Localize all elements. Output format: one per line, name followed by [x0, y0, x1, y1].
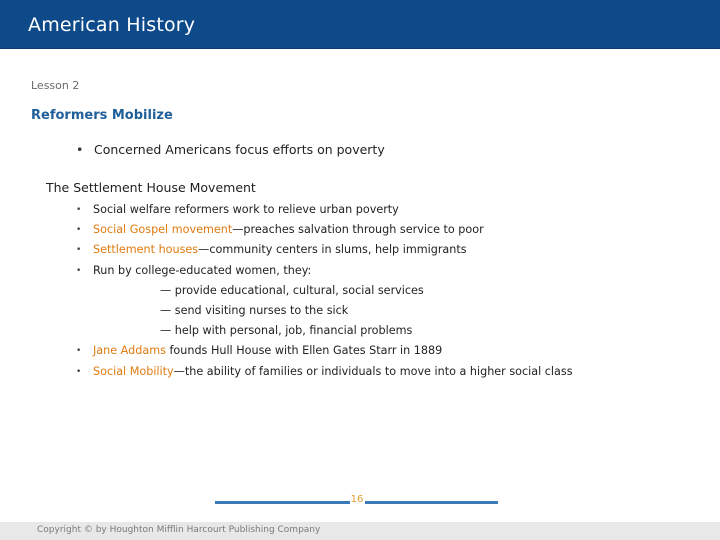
bullet-icon: • — [76, 225, 82, 236]
sub-item: — send visiting nurses to the sick — [160, 303, 349, 317]
sub-item: — provide educational, cultural, social services — [160, 283, 424, 297]
list-item-text: Run by college-educated women, they: — [93, 263, 312, 277]
list-item — [76, 341, 716, 361]
key-term: Settlement houses — [93, 243, 199, 257]
bullet-icon: • — [76, 245, 82, 256]
bullet-icon: • — [76, 346, 82, 357]
header-bar — [0, 0, 720, 49]
key-term: Social Gospel movement — [93, 223, 233, 237]
list-item-text: —the ability of families or individuals to move into a higher social class — [173, 364, 573, 378]
section-title: Reformers Mobilize — [31, 108, 173, 123]
page-number: 16 — [350, 494, 364, 505]
bullet-icon: • — [76, 265, 82, 276]
list-item — [76, 200, 716, 220]
key-term: Jane Addams — [93, 344, 166, 358]
footer-bar — [0, 522, 720, 540]
list-item-text: —community centers in slums, help immigrants — [198, 243, 467, 257]
intro-bullet — [76, 142, 385, 157]
list-item-text: founds Hull House with Ellen Gates Starr in 1889 — [165, 344, 443, 358]
list-item — [76, 362, 716, 382]
list-item-text: Social welfare reformers work to relieve urban poverty — [93, 203, 399, 216]
bullet-icon: • — [76, 366, 82, 377]
intro-text: Concerned Americans focus efforts on poverty — [94, 142, 385, 157]
app-title: American History — [28, 14, 196, 36]
list-item — [76, 220, 716, 240]
subheading: The Settlement House Movement — [46, 180, 256, 195]
list-item — [76, 261, 716, 281]
list-item — [76, 240, 716, 260]
bullet-icon: • — [76, 142, 84, 157]
copyright-text: Copyright © by Houghton Mifflin Harcourt Publishing Company — [37, 525, 321, 535]
sub-item: — help with personal, job, financial problems — [160, 324, 413, 338]
bullet-icon: • — [76, 205, 82, 215]
list-item-text: —preaches salvation through service to poor — [232, 223, 484, 237]
key-term: Social Mobility — [93, 364, 174, 378]
lesson-label: Lesson 2 — [31, 79, 80, 92]
divider-right — [365, 501, 498, 504]
bullet-list — [76, 200, 716, 382]
divider-left — [215, 501, 350, 504]
